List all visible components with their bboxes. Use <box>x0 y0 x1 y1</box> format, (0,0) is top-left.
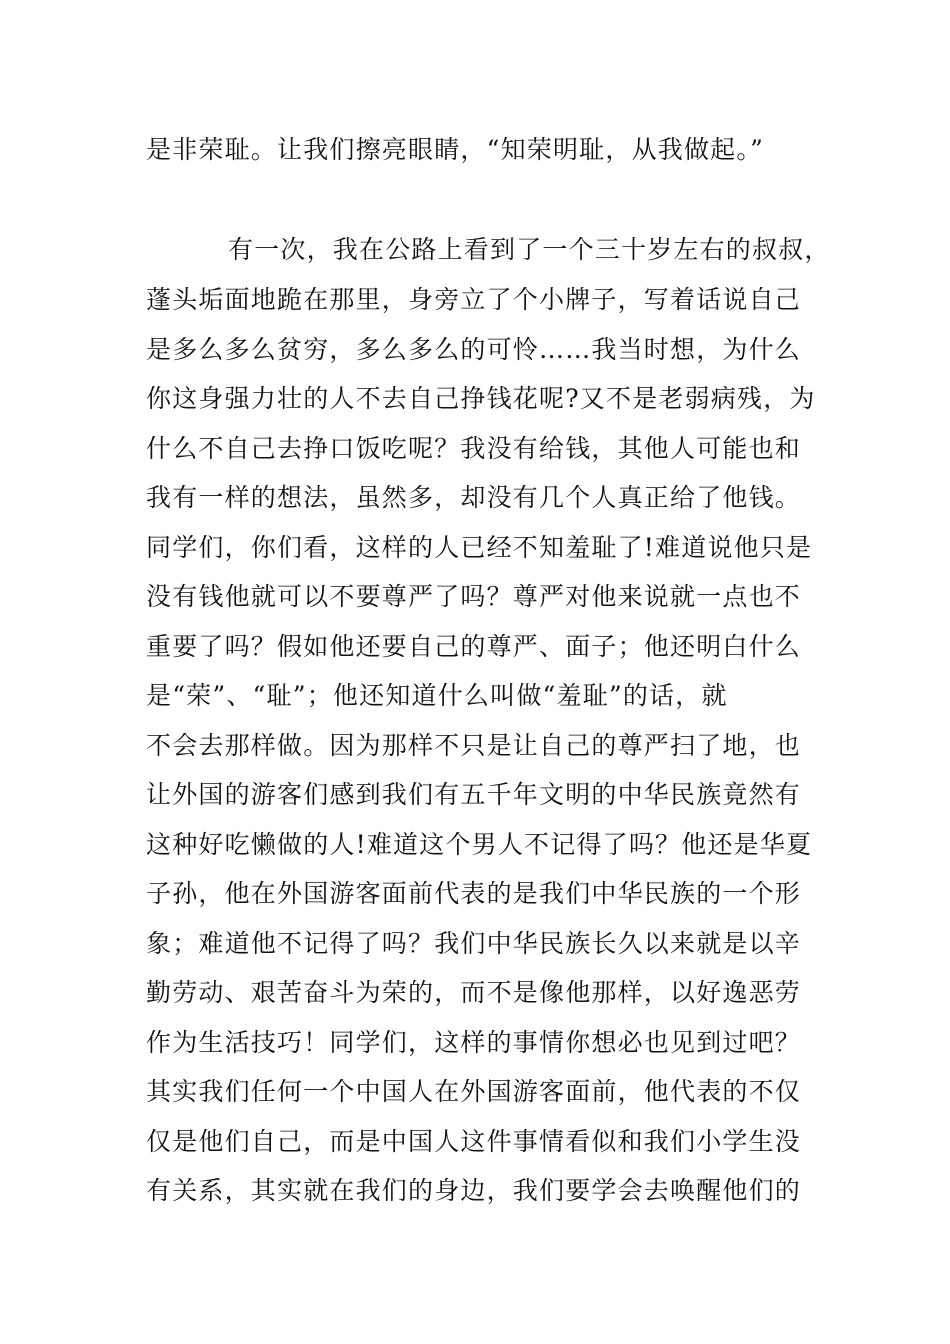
paragraph-2-line-8: 没有钱他就可以不要尊严了吗？尊严对他来说就一点也不 <box>146 582 802 611</box>
paragraph-2-line-18: 其实我们任何一个中国人在外国游客面前，他代表的不仅 <box>146 1077 802 1106</box>
paragraph-2-line-5: 什么不自己去挣口饭吃呢？我没有给钱，其他人可能也和 <box>146 434 802 463</box>
paragraph-2-line-15: 象；难道他不记得了吗？我们中华民族长久以来就是以辛 <box>146 929 802 958</box>
paragraph-2-line-11: 不会去那样做。因为那样不只是让自己的尊严扫了地，也 <box>146 731 802 760</box>
paragraph-2-line-14: 子孙，他在外国游客面前代表的是我们中华民族的一个形 <box>146 879 802 908</box>
paragraph-2-line-20: 有关系，其实就在我们的身边，我们要学会去唤醒他们的 <box>146 1176 802 1205</box>
paragraph-2-line-17: 作为生活技巧！同学们，这样的事情你想必也见到过吧？ <box>146 1028 802 1057</box>
paragraph-2-line-2: 蓬头垢面地跪在那里，身旁立了个小牌子，写着话说自己 <box>146 285 802 314</box>
paragraph-2-line-9: 重要了吗？假如他还要自己的尊严、面子；他还明白什么 <box>146 632 802 661</box>
paragraph-2-line-19: 仅是他们自己，而是中国人这件事情看似和我们小学生没 <box>146 1127 802 1156</box>
paragraph-2-line-6: 我有一样的想法，虽然多，却没有几个人真正给了他钱。 <box>146 483 802 512</box>
paragraph-2-line-10: 是“荣”、“耻”；他还知道什么叫做“羞耻”的话，就 <box>146 681 728 710</box>
paragraph-2-line-13: 这种好吃懒做的人!难道这个男人不记得了吗？他还是华夏 <box>146 830 813 859</box>
paragraph-2-line-1: 有一次，我在公路上看到了一个三十岁左右的叔叔， <box>228 235 831 264</box>
paragraph-2-line-7: 同学们，你们看，这样的人已经不知羞耻了!难道说他只是 <box>146 533 813 562</box>
paragraph-2-line-3: 是多么多么贫穷，多么多么的可怜……我当时想，为什么 <box>146 335 802 364</box>
paragraph-2-line-12: 让外国的游客们感到我们有五千年文明的中华民族竟然有 <box>146 780 802 809</box>
paragraph-1-line-1: 是非荣耻。让我们擦亮眼睛，“知荣明耻，从我做起。” <box>146 135 765 164</box>
paragraph-2-line-16: 勤劳动、艰苦奋斗为荣的，而不是像他那样，以好逸恶劳 <box>146 978 802 1007</box>
paragraph-2-line-4: 你这身强力壮的人不去自己挣钱花呢?又不是老弱病残，为 <box>146 384 816 413</box>
